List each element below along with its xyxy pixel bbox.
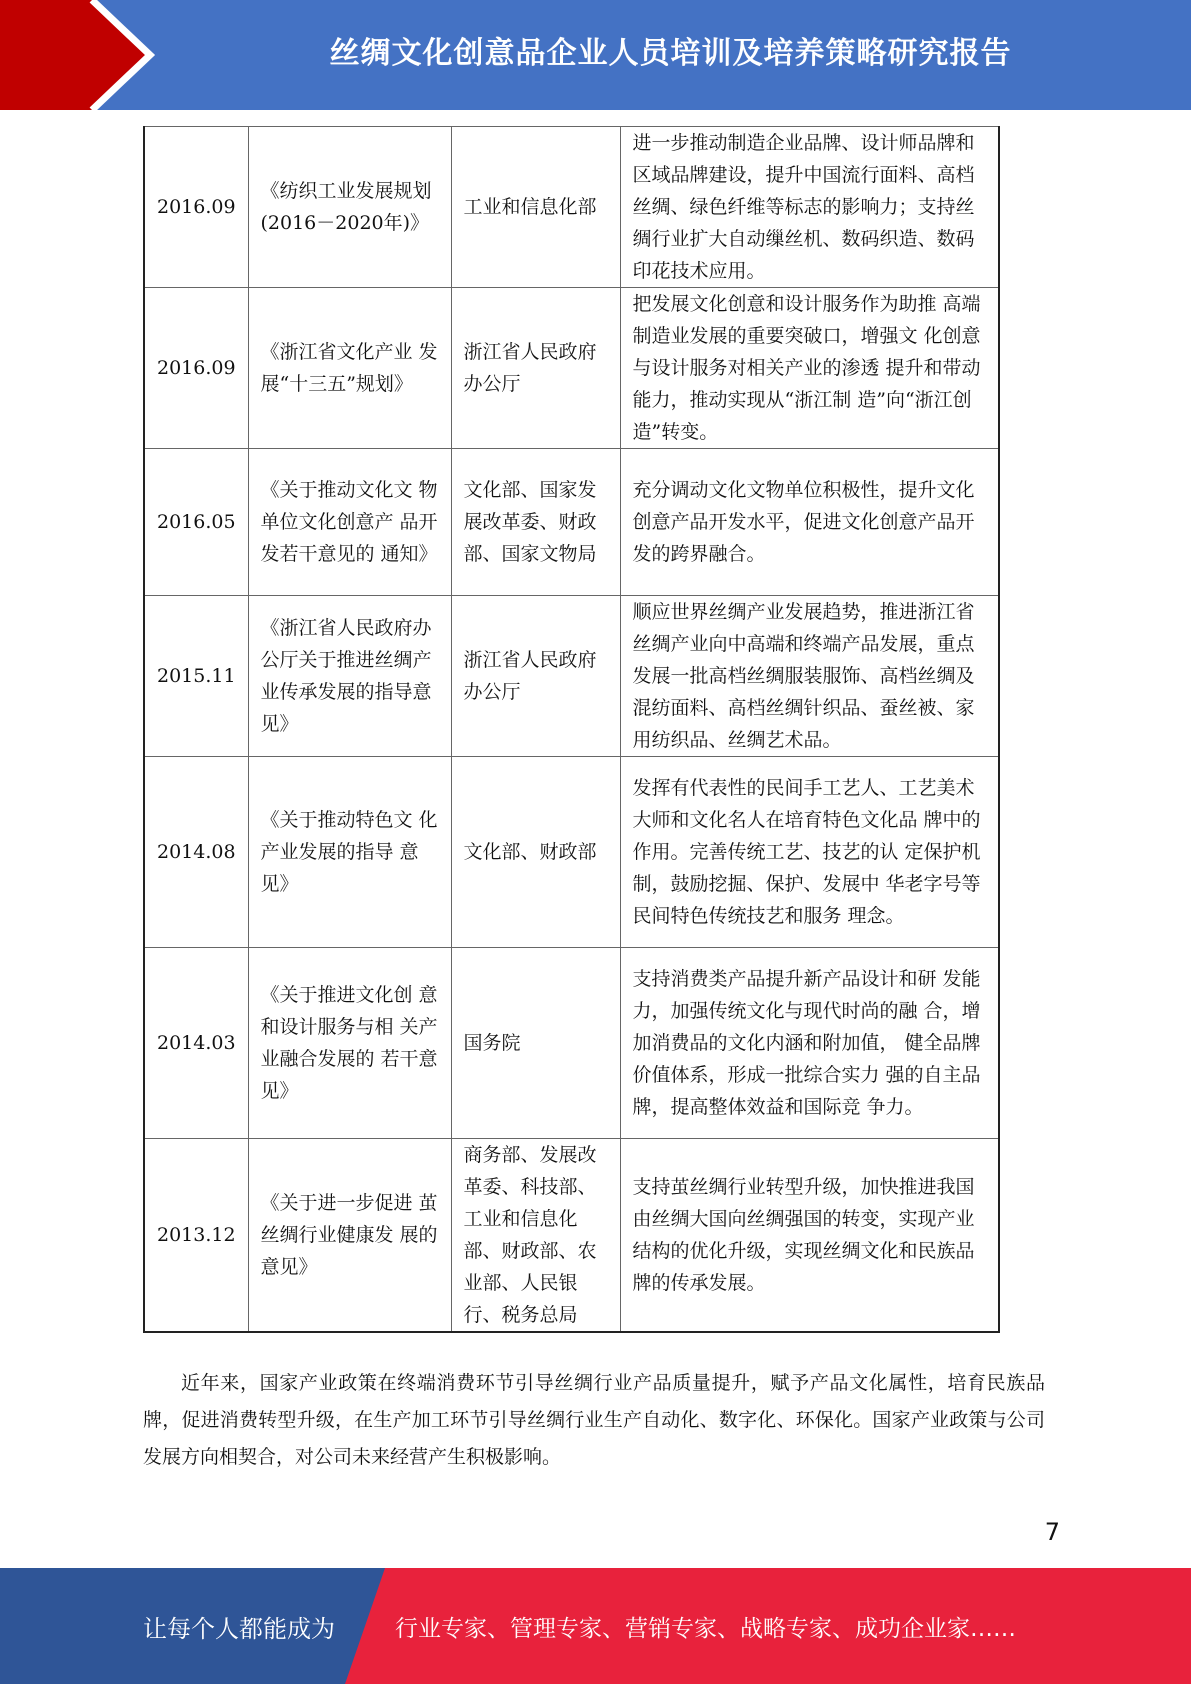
policy-date: 2015.11: [144, 596, 248, 757]
page-footer: [0, 1568, 1191, 1684]
policy-content: 进一步推动制造企业品牌、设计师品牌和区域品牌建设，提升中国流行面料、高档丝绸、绿色纤维等标志的影响力；支持丝绸行业扩大自动缫丝机、数码织造、数码印花技术应用。: [620, 127, 999, 288]
page-number: 7: [1044, 1518, 1060, 1546]
policy-document: 《纺织工业发展规划(2016－2020年)》: [248, 127, 451, 288]
table-row: [144, 596, 999, 757]
policy-department: 浙江省人民政府 办公厅: [451, 288, 620, 449]
table-row: [144, 288, 999, 449]
table-row: [144, 449, 999, 596]
policy-department: 工业和信息化部: [451, 127, 620, 288]
policy-content: 发挥有代表性的民间手工艺人、工艺美术大师和文化名人在培育特色文化品 牌中的作用。完善传统工艺、技艺的认 定保护机制，鼓励挖掘、保护、发展中 华老字号等民间特色传统技艺和服务 理念。: [620, 757, 999, 948]
policy-document: 《关于进一步促进 茧丝绸行业健康发 展的意见》: [248, 1139, 451, 1333]
policy-date: 2014.03: [144, 948, 248, 1139]
policy-document: 《浙江省文化产业 发展“十三五”规划》: [248, 288, 451, 449]
policy-date: 2013.12: [144, 1139, 248, 1333]
footer-slogan-left: 让每个人都能成为: [143, 1614, 335, 1643]
table-row: [144, 127, 999, 288]
table-row: [144, 757, 999, 948]
policy-table: [143, 126, 1000, 1333]
report-title: 丝绸文化创意品企业人员培训及培养策略研究报告: [329, 36, 1012, 71]
policy-document: 《关于推动特色文 化产业发展的指导 意见》: [248, 757, 451, 948]
policy-date: 2016.05: [144, 449, 248, 596]
policy-date: 2014.08: [144, 757, 248, 948]
policy-date: 2016.09: [144, 288, 248, 449]
policy-department: 国务院: [451, 948, 620, 1139]
policy-date: 2016.09: [144, 127, 248, 288]
policy-content: 支持消费类产品提升新产品设计和研 发能力，加强传统文化与现代时尚的融 合，增加消费品的文化内涵和附加值， 健全品牌价值体系，形成一批综合实力 强的自主品牌，提高整体效益和国际竞 争力。: [620, 948, 999, 1139]
policy-department: 商务部、发展改革委、科技部、工业和信息化部、财政部、农业部、人民银行、税务总局: [451, 1139, 620, 1333]
policy-content: 顺应世界丝绸产业发展趋势，推进浙江省丝绸产业向中高端和终端产品发展，重点发展一批高档丝绸服装服饰、高档丝绸及混纺面料、高档丝绸针织品、蚕丝被、家用纺织品、丝绸艺术品。: [620, 596, 999, 757]
policy-document: 《关于推进文化创 意和设计服务与相 关产业融合发展的 若干意见》: [248, 948, 451, 1139]
table-row: [144, 948, 999, 1139]
table-row: [144, 1139, 999, 1333]
footer-slogan-right: 行业专家、管理专家、营销专家、战略专家、成功企业家……: [395, 1615, 1016, 1642]
policy-content: 支持茧丝绸行业转型升级，加快推进我国由丝绸大国向丝绸强国的转变，实现产业结构的优化升级，实现丝绸文化和民族品牌的传承发展。: [620, 1139, 999, 1333]
page-header: [0, 0, 1191, 110]
policy-department: 文化部、财政部: [451, 757, 620, 948]
policy-department: 文化部、国家发 展改革委、财政 部、国家文物局: [451, 449, 620, 596]
policy-document: 《关于推动文化文 物单位文化创意产 品开发若干意见的 通知》: [248, 449, 451, 596]
policy-department: 浙江省人民政府办公厅: [451, 596, 620, 757]
policy-content: 充分调动文化文物单位积极性，提升文化创意产品开发水平，促进文化创意产品开发的跨界融合。: [620, 449, 999, 596]
policy-document: 《浙江省人民政府办公厅关于推进丝绸产业传承发展的指导意见》: [248, 596, 451, 757]
summary-paragraph: 近年来，国家产业政策在终端消费环节引导丝绸行业产品质量提升，赋予产品文化属性，培育民族品牌，促进消费转型升级，在生产加工环节引导丝绸行业生产自动化、数字化、环保化。国家产业政策与公司发展方向相契合，对公司未来经营产生积极影响。: [143, 1372, 1045, 1468]
policy-content: 把发展文化创意和设计服务作为助推 高端制造业发展的重要突破口，增强文 化创意与设计服务对相关产业的渗透 提升和带动能力，推动实现从“浙江制 造”向“浙江创造”转变。: [620, 288, 999, 449]
